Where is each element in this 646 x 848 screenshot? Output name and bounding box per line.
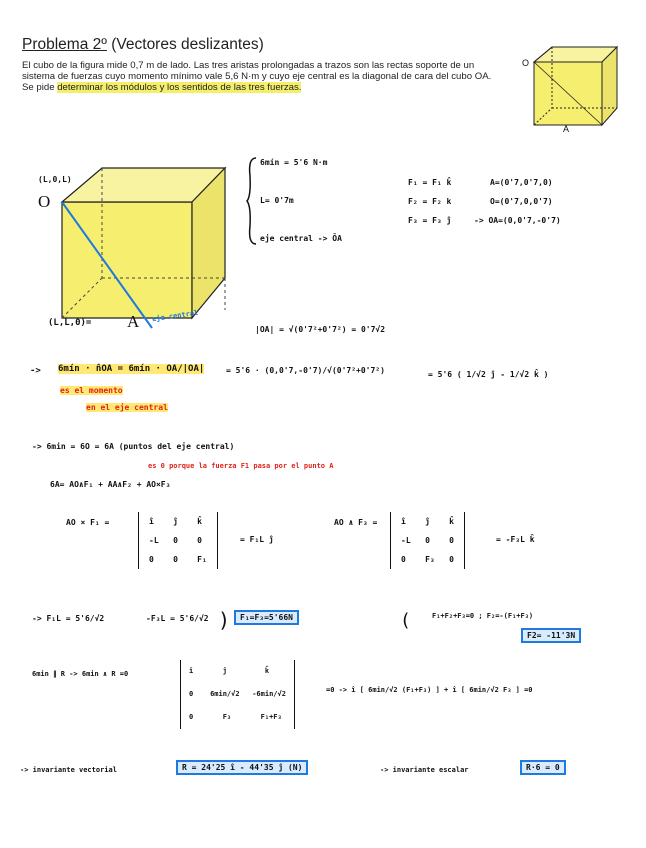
moment-note-2: en el eje central bbox=[86, 403, 168, 412]
problem-statement: El cubo de la figura mide 0,7 m de lado. Las tres aristas prolongadas a trazos son las rectas soporte de un sistema de fuerzas cuyo momento mínimo vale 5,6 N·m y cuyo eje central es la diagonal de cara del cubo OA. Se pide determinar los módulos y los sentidos de las tres fuerzas. bbox=[22, 60, 492, 93]
given-side: L= 0'7m bbox=[260, 196, 294, 205]
det1-lhs: AO × F₁ = bbox=[66, 518, 110, 527]
parallel-cond: 6min ∥ R -> 6min ∧ R =0 bbox=[32, 670, 129, 678]
inv-esc-box: R·6 = 0 bbox=[520, 760, 566, 775]
eq-1: -> F₁L = 5'6/√2 bbox=[32, 614, 105, 623]
close-paren: ) bbox=[218, 608, 231, 632]
force-1: F₁ = F₁ k̂ bbox=[408, 178, 452, 187]
task-highlight: determinar los módulos y los sentidos de las tres fuerzas. bbox=[57, 82, 302, 93]
det2-lhs: AO ∧ F₃ = bbox=[334, 518, 378, 527]
inv-esc-label: -> invariante escalar bbox=[380, 766, 469, 774]
coord-a: (L,L,0)= bbox=[48, 318, 92, 328]
moment-lhs: 6mín · n̂OA = 6mín · OA/|OA| bbox=[58, 364, 205, 374]
sum-eq: F₁+F₂+F₃=0 ; F₂=-(F₁+F₃) bbox=[432, 612, 534, 620]
inv-vec-label: -> invariante vectorial bbox=[20, 766, 117, 774]
red-note: es 0 porque la fuerza F1 pasa por el punto A bbox=[148, 462, 334, 470]
coord-o: (L,0,L) bbox=[38, 175, 72, 184]
line-6a: -> 6min = 6O = 6A (puntos del eje central) bbox=[32, 442, 235, 451]
given-moment: 6mín = 5'6 N·m bbox=[260, 158, 328, 167]
axis-label: eje central bbox=[151, 308, 199, 324]
point-o: O=(0'7,0,0'7) bbox=[490, 197, 553, 206]
det1-matrix: î ĵ k̂ -L 0 0 0 0 F₁ bbox=[138, 512, 218, 569]
problem-title: Problema 2º (Vectores deslizantes) bbox=[22, 36, 264, 53]
det2-rhs: = -F₃L k̂ bbox=[496, 535, 535, 544]
cube-figure bbox=[40, 160, 250, 335]
moment-rhs: = 5'6 ( 1/√2 ĵ - 1/√2 k̂ ) bbox=[428, 370, 549, 379]
force-2: F₂ = F₂ k bbox=[408, 197, 452, 206]
moment-mid: = 5'6 · (0,0'7,-0'7)/√(0'7²+0'7²) bbox=[226, 366, 385, 375]
force-3: F₃ = F₃ ĵ bbox=[408, 216, 452, 225]
small-cube-label-a: A bbox=[563, 124, 570, 134]
moment-note-1: es el momento bbox=[60, 386, 123, 395]
curl-mark: ( bbox=[400, 610, 411, 631]
cube-label-a: A bbox=[127, 312, 140, 331]
result-box-2: F2= -11'3N bbox=[521, 628, 581, 643]
vector-oa: -> OA=(0,0'7,-0'7) bbox=[474, 216, 561, 225]
brace-icon bbox=[246, 156, 258, 246]
det2-matrix: î ĵ k̂ -L 0 0 0 F₃ 0 bbox=[390, 512, 465, 569]
det3-rhs: =0 -> î [ 6min/√2 (F₁+F₃) ] + î [ 6min/√2 F₃ ] =0 bbox=[326, 686, 533, 694]
small-cube-label-o: O bbox=[522, 58, 530, 68]
point-a: A=(0'7,0'7,0) bbox=[490, 178, 553, 187]
det3-matrix: î ĵ k̂ 0 6min/√2 -6min/√2 0 F₃ F₁+F₃ bbox=[180, 660, 295, 729]
moment-arrow: -> bbox=[30, 366, 41, 376]
eq-2: -F₃L = 5'6/√2 bbox=[146, 614, 209, 623]
given-axis: eje central -> ŌA bbox=[260, 234, 342, 243]
small-cube-figure bbox=[512, 42, 622, 137]
cube-label-o: O bbox=[38, 192, 51, 211]
inv-vec-box: R = 24'25 î - 44'35 ĵ (N) bbox=[176, 760, 308, 775]
det1-rhs: = F₁L ĵ bbox=[240, 535, 274, 544]
moment-sum: 6A= AO∧F₁ + AA∧F₂ + AO×F₃ bbox=[50, 480, 171, 489]
norm-oa: |OA| = √(0'7²+0'7²) = 0'7√2 bbox=[255, 325, 386, 334]
result-box-1: F₁=F₃=5'66N bbox=[234, 610, 299, 625]
